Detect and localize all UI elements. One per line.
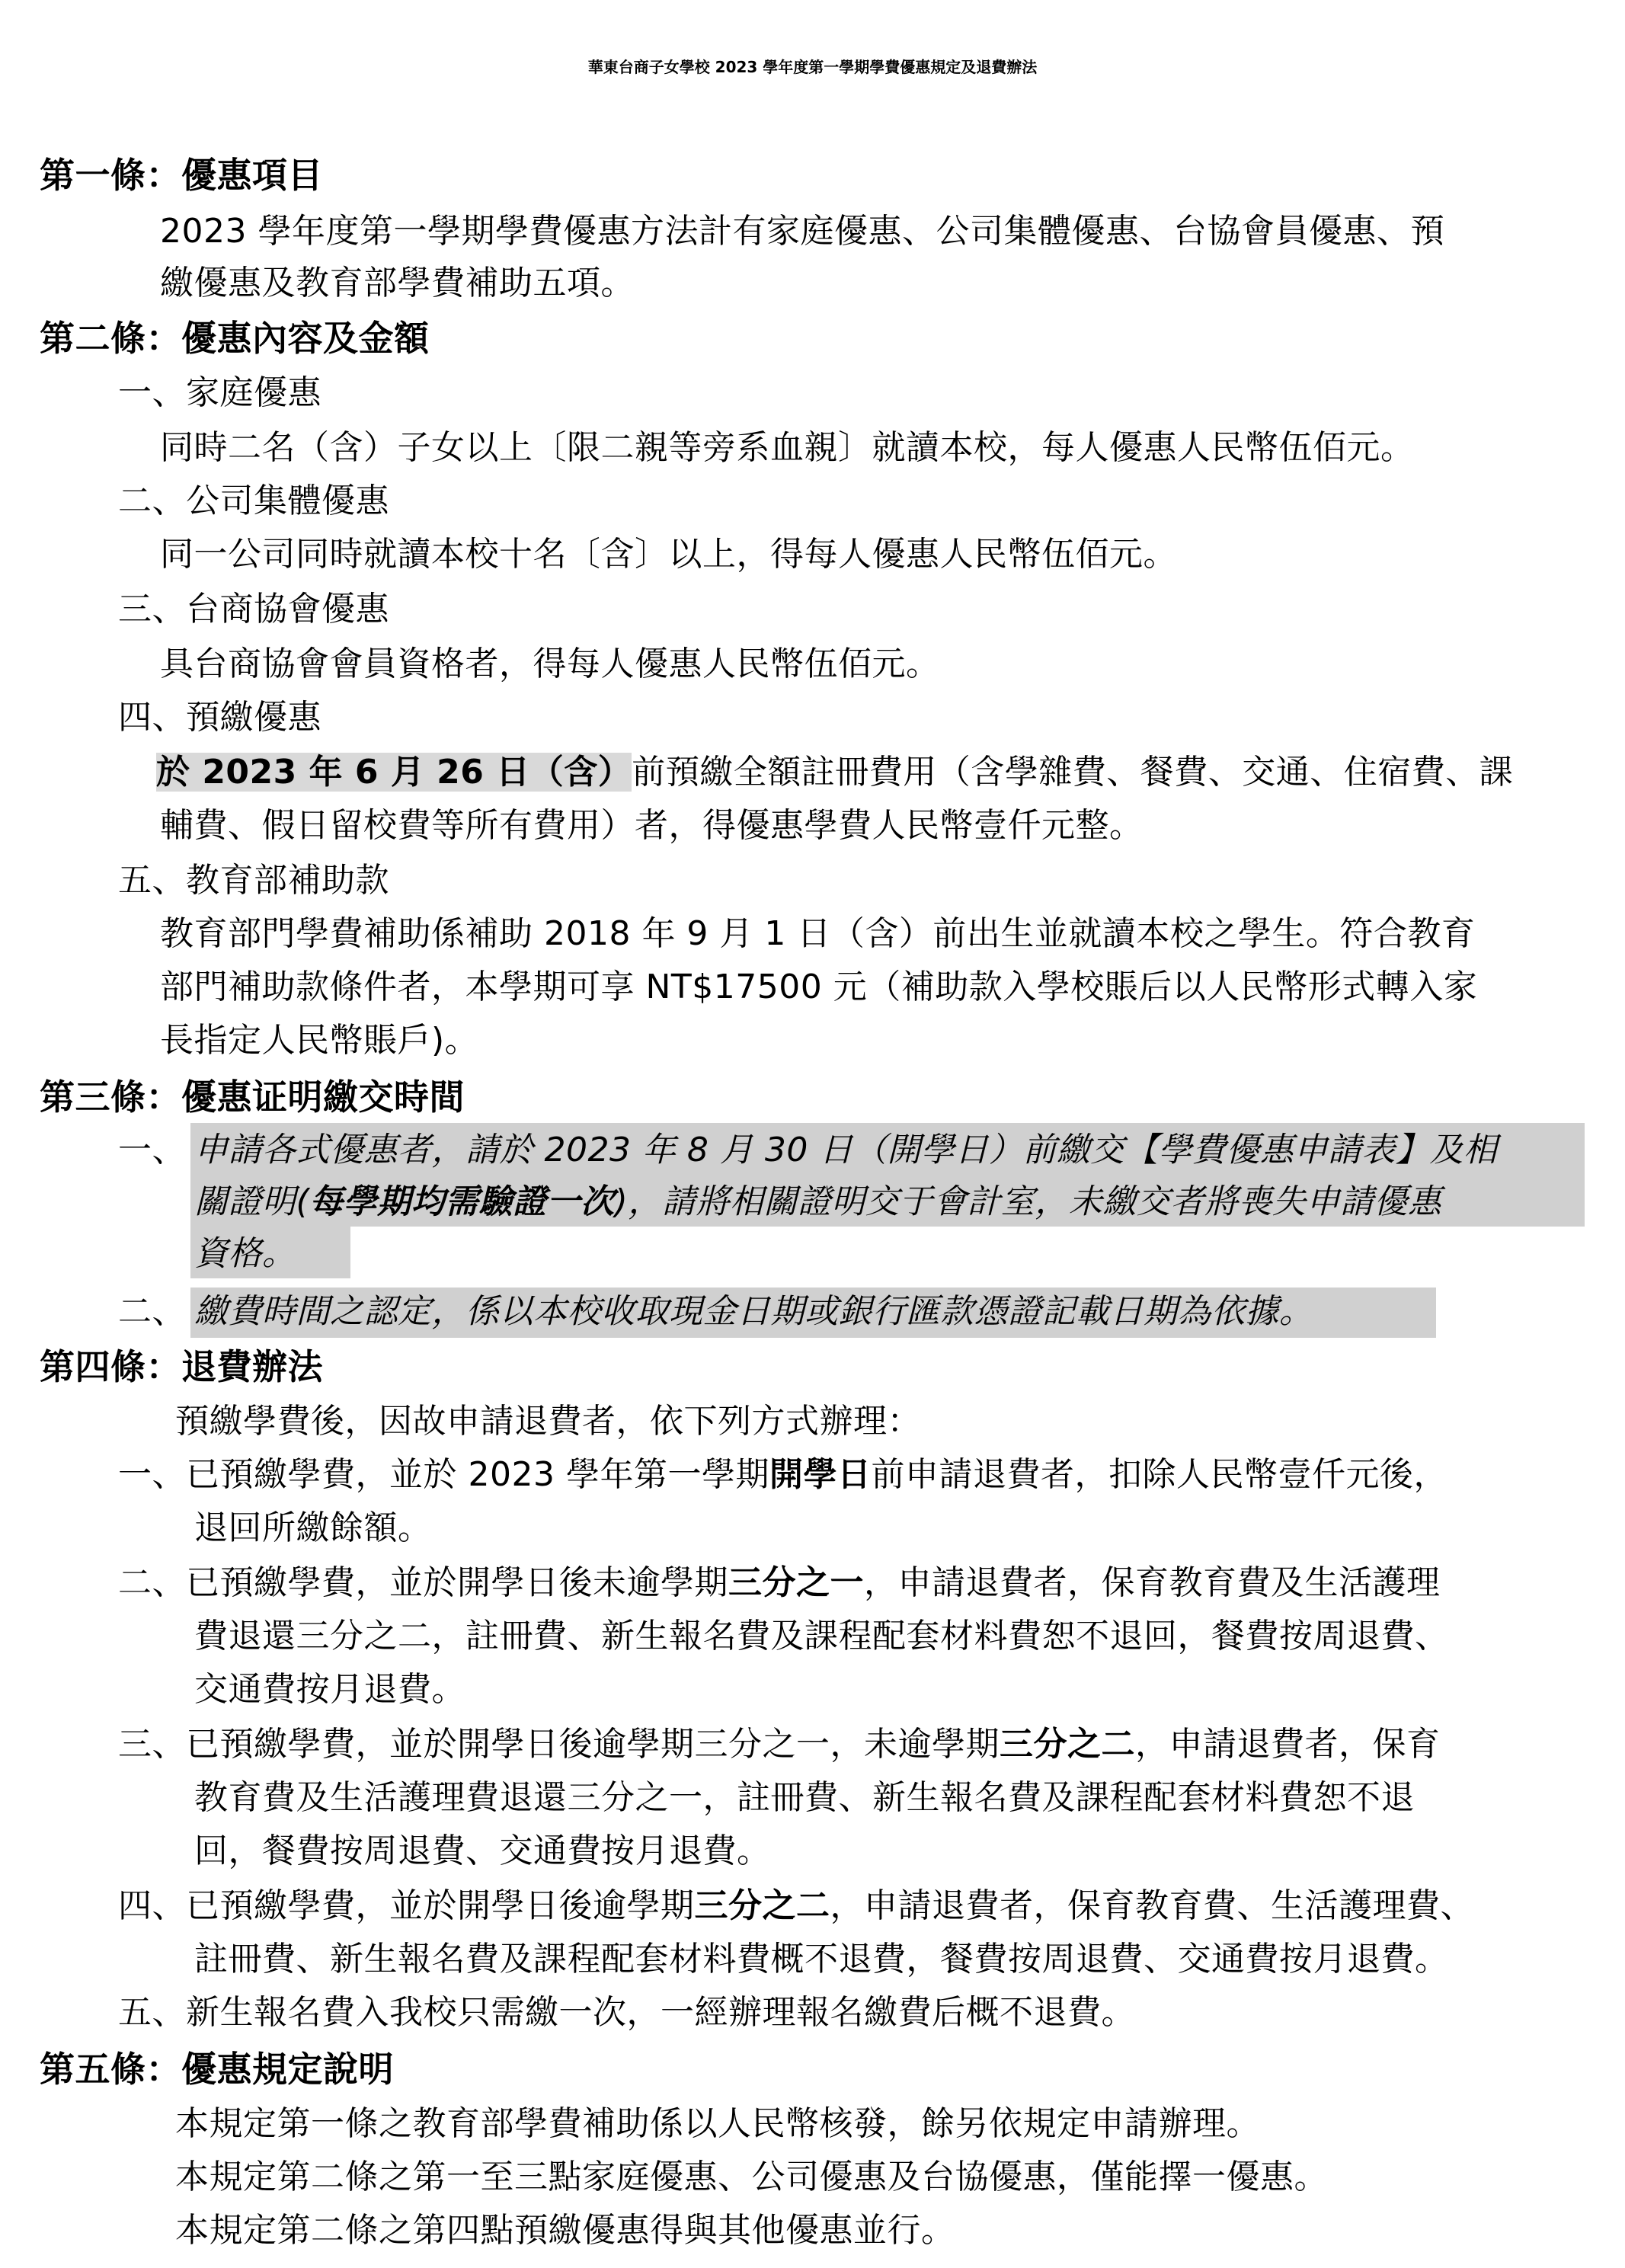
article-5-note-3: 本規定第二條之第四點預繳優惠得與其他優惠並行。 [175,2211,955,2250]
article-3-item-1-line-1: 申請各式優惠者，請於 2023 年 8 月 30 日（開學日）前繳交【學費優惠申請表】及相 [194,1131,1498,1169]
article-5-heading: 第五條：優惠規定說明 [40,2049,394,2090]
rule-2-part-a: 二、已預繳學費，並於開學日後未逾學期 [118,1563,728,1602]
item-subsidy-line-2: 部門補助款條件者，本學期可享 NT$17500 元（補助款入學校賬后以人民幣形式轉入家 [160,968,1478,1006]
article-3-item-1-number: 一、 [118,1131,186,1169]
refund-rule-2-line-1 [118,1560,1441,1606]
article-3-item-1-line-2 [194,1179,1441,1225]
article-2-heading: 第二條：優惠內容及金額 [40,318,430,359]
rule-3-part-c: ，申請退費者，保育 [1135,1725,1441,1764]
rule-3-part-a: 三、已預繳學費，並於開學日後逾學期三分之一，未逾學期 [118,1725,1000,1764]
item-prepay-discount-line-2: 輔費、假日留校費等所有費用）者，得優惠學費人民幣壹仟元整。 [160,806,1144,845]
refund-rule-3-line-1 [118,1722,1441,1767]
rule-1-part-c: 前申請退費者，扣除人民幣壹仟元後， [871,1455,1447,1494]
article-3-item-2-number: 二、 [118,1292,186,1331]
rule-3-emphasis: 三分之二 [1000,1725,1135,1764]
item-company-discount-title: 二、公司集體優惠 [118,481,389,520]
refund-rule-5: 五、新生報名費入我校只需繳一次，一經辦理報名繳費后概不退費。 [118,1993,1135,2032]
refund-rule-1-line-2: 退回所繳餘額。 [194,1508,432,1547]
item-prepay-discount-line-1 [156,750,1513,795]
refund-rule-3-line-2: 教育費及生活護理費退還三分之一，註冊費、新生報名費及課程配套材料費恕不退 [194,1778,1415,1817]
article-4-intro: 預繳學費後，因故申請退費者，依下列方式辦理： [175,1402,921,1441]
rule-2-emphasis: 三分之一 [728,1563,864,1602]
article-5-note-2: 本規定第二條之第一至三點家庭優惠、公司優惠及台協優惠，僅能擇一優惠。 [175,2158,1328,2196]
refund-rule-2-line-2: 費退還三分之二，註冊費、新生報名費及課程配套材料費恕不退回，餐費按周退費、 [194,1617,1449,1655]
refund-rule-4-line-1 [118,1883,1474,1929]
rule-4-part-a: 四、已預繳學費，並於開學日後逾學期 [118,1886,695,1925]
prepay-deadline-highlight: 於 2023 年 6 月 26 日（含） [156,753,632,792]
item-family-discount-text: 同時二名（含）子女以上〔限二親等旁系血親〕就讀本校，每人優惠人民幣伍佰元。 [160,428,1415,467]
refund-rule-3-line-3: 回，餐費按周退費、交通費按月退費。 [194,1831,771,1870]
article-4-heading: 第四條：退費辦法 [40,1346,323,1387]
refund-rule-1-line-1 [118,1452,1447,1498]
rule-4-emphasis: 三分之二 [694,1886,830,1925]
article-5-note-1: 本規定第一條之教育部學費補助係以人民幣核發，餘另依規定申請辦理。 [175,2104,1260,2143]
item-association-discount-text: 具台商協會會員資格者，得每人優惠人民幣伍佰元。 [160,645,940,683]
article-1-text-line-2: 繳優惠及教育部學費補助五項。 [160,264,635,302]
item-association-discount-title: 三、台商協會優惠 [118,590,389,629]
item-family-discount-title: 一、家庭優惠 [118,373,321,412]
line-2-part-a: 關證明( [194,1182,310,1221]
item-subsidy-line-3: 長指定人民幣賬戶)。 [160,1021,479,1060]
article-1-text-line-1: 2023 學年度第一學期學費優惠方法計有家庭優惠、公司集體優惠、台協會員優惠、預 [160,212,1444,251]
document-title: 華東台商子女學校 2023 學年度第一學期學費優惠規定及退費辦法 [587,58,1038,76]
verify-every-semester-emphasis: 每學期均需驗證一次 [309,1182,615,1221]
rule-1-part-a: 一、已預繳學費，並於 2023 學年第一學期 [118,1455,769,1494]
rule-2-part-c: ，申請退費者，保育教育費及生活護理 [864,1563,1441,1602]
prepay-line-1-text: 前預繳全額註冊費用（含學雜費、餐費、交通、住宿費、課 [632,753,1514,792]
article-3-item-1-line-3: 資格。 [194,1234,296,1273]
refund-rule-4-line-2: 註冊費、新生報名費及課程配套材料費概不退費，餐費按周退費、交通費按月退費。 [194,1940,1449,1979]
item-subsidy-line-1: 教育部門學費補助係補助 2018 年 9 月 1 日（含）前出生並就讀本校之學生。符合教育 [160,914,1476,953]
item-prepay-discount-title: 四、預繳優惠 [118,698,321,737]
item-subsidy-title: 五、教育部補助款 [118,861,389,900]
article-3-heading: 第三條：優惠证明繳交時間 [40,1076,465,1118]
article-3-item-2-text: 繳費時間之認定，係以本校收取現金日期或銀行匯款憑證記載日期為依據。 [194,1292,1313,1331]
article-1-heading: 第一條：優惠項目 [40,155,323,196]
rule-4-part-c: ，申請退費者，保育教育費、生活護理費、 [830,1886,1474,1925]
rule-1-emphasis: 開學日 [769,1455,872,1494]
line-2-part-c: )，請將相關證明交于會計室，未繳交者將喪失申請優惠 [614,1182,1442,1221]
refund-rule-2-line-3: 交通費按月退費。 [194,1670,465,1709]
item-company-discount-text: 同一公司同時就讀本校十名〔含〕以上，得每人優惠人民幣伍佰元。 [160,535,1177,574]
